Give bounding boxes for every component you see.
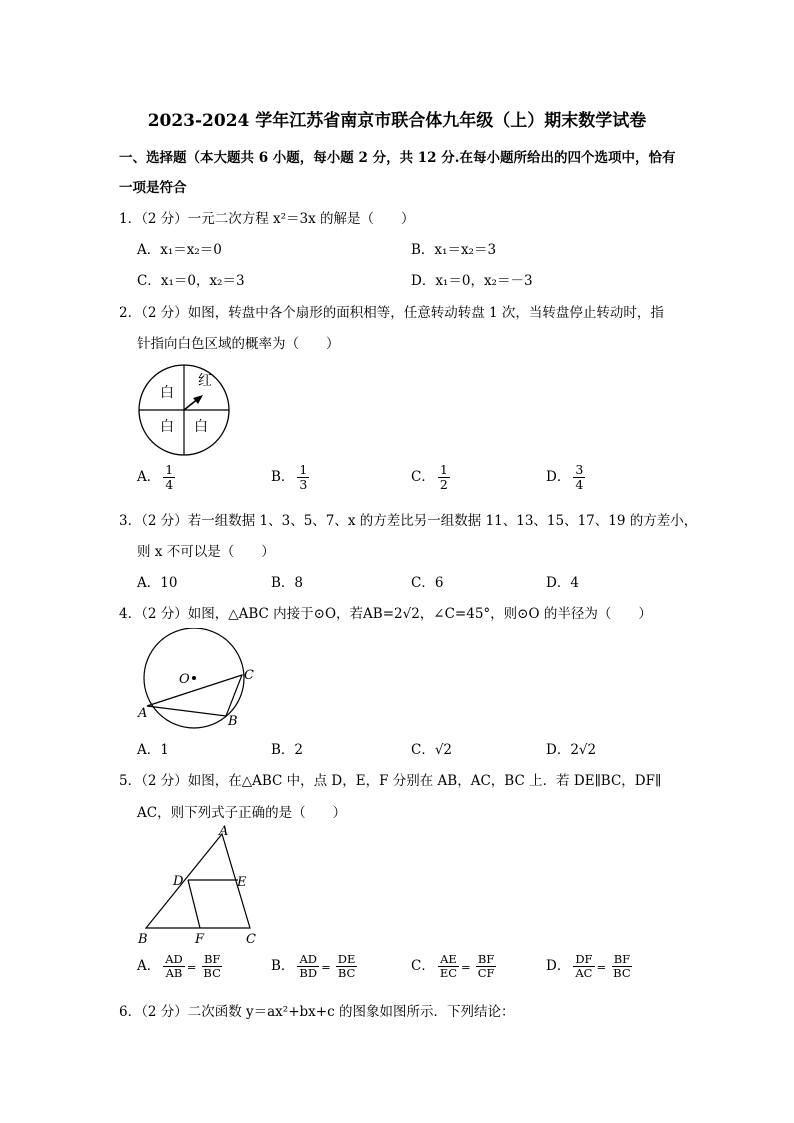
q2-option-b[interactable] bbox=[271, 463, 309, 492]
q1-option-b[interactable]: B．x₁＝x₂＝3 bbox=[411, 242, 497, 258]
q1-option-a[interactable]: A．x₁＝x₂＝0 bbox=[137, 242, 222, 258]
triangle-abc bbox=[147, 675, 242, 716]
label-f: F bbox=[195, 932, 205, 947]
q2-option-a[interactable] bbox=[137, 463, 175, 492]
segment-df bbox=[188, 880, 200, 928]
label-o: O bbox=[179, 672, 190, 687]
spinner-figure bbox=[134, 360, 234, 460]
question-5-line2: AC，则下列式子正确的是（ ） bbox=[137, 805, 347, 821]
sector-top-left-label: 白 bbox=[160, 385, 174, 401]
q3-option-a[interactable]: A．10 bbox=[137, 575, 178, 591]
question-3-line1: 3．（2 分）若一组数据 1、3、5、7、x 的方差比另一组数据 11、13、15、17、19 的方差小， bbox=[119, 513, 698, 529]
q5-option-a-prefix: A． bbox=[137, 958, 161, 974]
label-a: A bbox=[219, 824, 229, 839]
q4-option-a[interactable]: A．1 bbox=[137, 742, 169, 758]
q4-option-b[interactable]: B．2 bbox=[271, 742, 304, 758]
q5-option-b-prefix: B． bbox=[271, 958, 295, 974]
q5-option-a[interactable] bbox=[137, 953, 223, 980]
q2-option-c[interactable] bbox=[411, 463, 450, 492]
q5-option-b-equation: $\frac{AD}{BD}$ = $\frac{DE}{BC}$ bbox=[299, 952, 356, 980]
q3-option-c[interactable]: C．6 bbox=[411, 575, 444, 591]
question-2-line2: 针指向白色区域的概率为（ ） bbox=[137, 336, 340, 352]
q2-option-b-fraction: $\frac{1}{3}$ bbox=[299, 462, 308, 492]
q2-option-c-prefix: C． bbox=[411, 469, 435, 485]
q3-option-b[interactable]: B．8 bbox=[271, 575, 304, 591]
q3-option-d[interactable]: D．4 bbox=[546, 575, 579, 591]
q5-option-a-equation: $\frac{AD}{AB}$ = $\frac{BF}{BC}$ bbox=[165, 952, 221, 980]
sector-top-right-label: 红 bbox=[198, 373, 212, 389]
q1-option-d[interactable]: D．x₁＝0，x₂＝－3 bbox=[411, 273, 533, 289]
sector-bottom-left-label: 白 bbox=[160, 419, 174, 435]
q5-option-c[interactable] bbox=[411, 953, 496, 980]
circle-triangle-figure bbox=[132, 628, 262, 732]
label-e: E bbox=[237, 875, 247, 890]
pointer-arrow-icon bbox=[193, 395, 203, 404]
q5-option-d-equation: $\frac{DF}{AC}$ = $\frac{BF}{BC}$ bbox=[575, 952, 631, 980]
q4-option-c[interactable]: C．√2 bbox=[411, 742, 453, 758]
triangle-parallel-figure bbox=[134, 822, 264, 948]
q2-option-c-fraction: $\frac{1}{2}$ bbox=[439, 462, 448, 492]
label-d: D bbox=[173, 874, 184, 889]
triangle-abc-outline bbox=[146, 834, 250, 928]
q4-option-d[interactable]: D．2√2 bbox=[546, 742, 597, 758]
question-6-stem: 6．（2 分）二次函数 y＝ax²+bx+c 的图象如图所示．下列结论： bbox=[119, 1004, 515, 1020]
label-c: C bbox=[246, 932, 256, 947]
label-b: B bbox=[138, 932, 148, 947]
question-1-stem: 1．（2 分）一元二次方程 x²＝3x 的解是（ ） bbox=[119, 211, 415, 227]
q2-option-b-prefix: B． bbox=[271, 469, 295, 485]
q2-option-a-fraction: $\frac{1}{4}$ bbox=[165, 462, 174, 492]
label-c: C bbox=[244, 668, 254, 683]
label-a: A bbox=[138, 706, 148, 721]
label-b: B bbox=[228, 714, 238, 729]
q2-option-d[interactable] bbox=[546, 463, 585, 492]
question-4-stem: 4．（2 分）如图，△ABC 内接于⊙O，若AB=2√2，∠C=45°，则⊙O 的半径为（ ） bbox=[119, 606, 652, 622]
sector-bottom-right-label: 白 bbox=[194, 419, 208, 435]
q2-option-d-fraction: $\frac{3}{4}$ bbox=[575, 462, 584, 492]
q5-option-b[interactable] bbox=[271, 953, 357, 980]
section-header-line1: 一、选择题（本大题共 6 小题，每小题 2 分，共 12 分.在每小题所给出的四个选项中，恰有 bbox=[119, 150, 676, 166]
question-2-line1: 2．（2 分）如图，转盘中各个扇形的面积相等，任意转动转盘 1 次，当转盘停止转动时，指 bbox=[119, 305, 664, 321]
q2-option-d-prefix: D． bbox=[546, 469, 571, 485]
q5-option-d[interactable] bbox=[546, 953, 633, 980]
q2-option-a-prefix: A． bbox=[137, 469, 161, 485]
center-point bbox=[192, 676, 196, 680]
q5-option-c-prefix: C． bbox=[411, 958, 435, 974]
section-header-line2: 一项是符合 bbox=[119, 180, 187, 196]
q5-option-d-prefix: D． bbox=[546, 958, 571, 974]
question-5-line1: 5．（2 分）如图，在△ABC 中，点 D，E，F 分别在 AB，AC，BC 上．若 DE∥BC，DF∥ bbox=[119, 773, 662, 789]
page-title: 2023-2024 学年江苏省南京市联合体九年级（上）期末数学试卷 bbox=[147, 111, 647, 131]
q5-option-c-equation: $\frac{AE}{EC}$ = $\frac{BF}{CF}$ bbox=[439, 952, 495, 980]
q1-option-c[interactable]: C．x₁＝0，x₂＝3 bbox=[137, 273, 245, 289]
question-3-line2: 则 x 不可以是（ ） bbox=[137, 544, 275, 560]
